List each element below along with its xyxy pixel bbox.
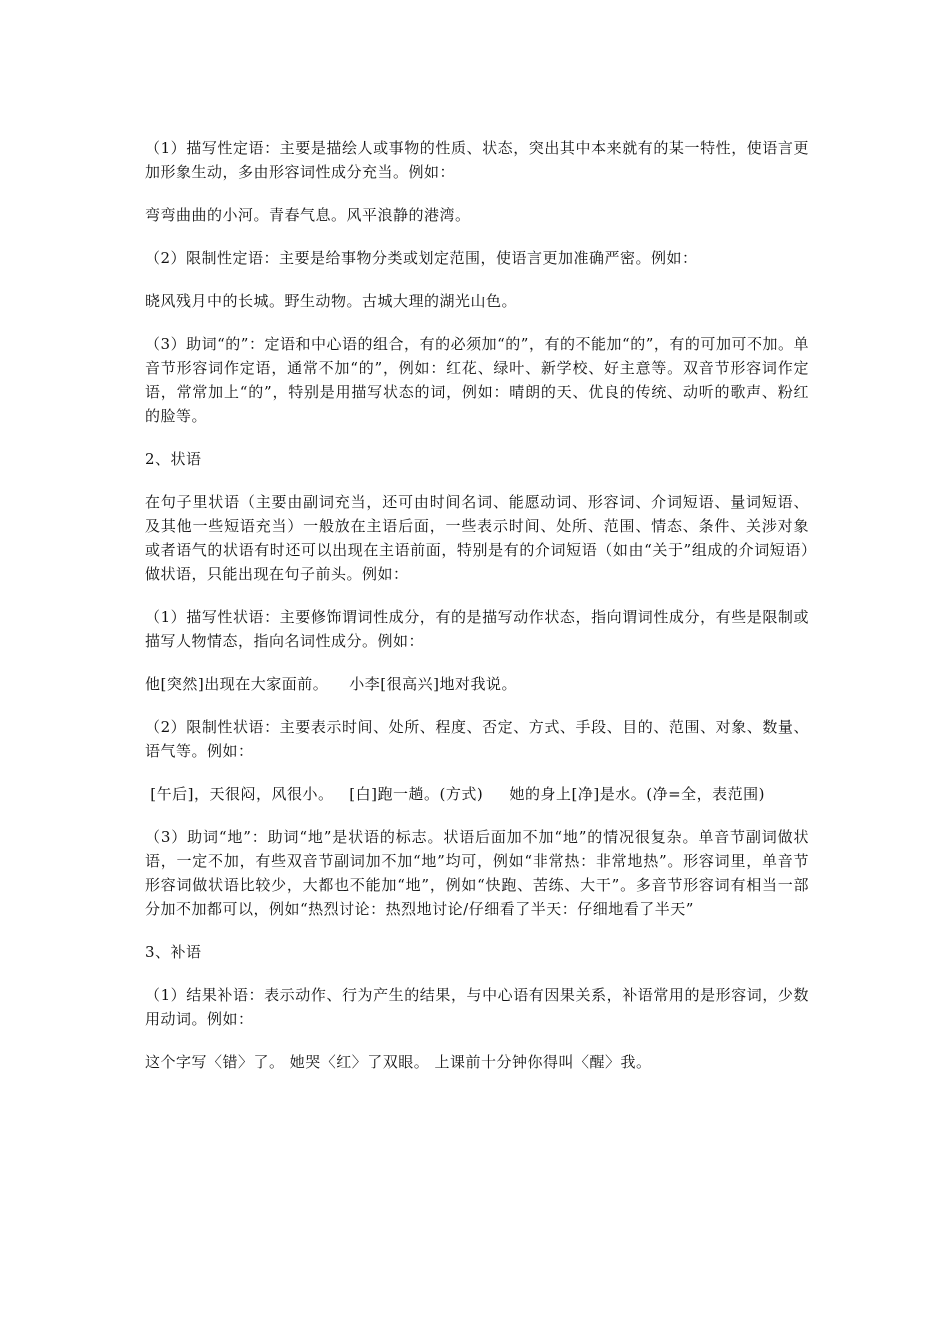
section-heading-complement: 3、补语 xyxy=(145,943,202,961)
paragraph-example-5: 这个字写〈错〉了。 她哭〈红〉了双眼。 上课前十分钟你得叫〈醒〉我。 xyxy=(145,1053,652,1071)
paragraph-particle-de: （3）助词“的”：定语和中心语的组合，有的必须加“的”，有的不能加“的”，有的可加可不加。单音节形容词作定语，通常不加“的”，例如：红花、绿叶、新学校、好主意等。双音节形容词作定语，常常加上“的”，特别是用描写状态的词，例如：晴朗的天、优良的传统、动听的歌声、粉红的脸等。 xyxy=(145,335,809,425)
paragraph-example-4: [午后]，天很闷，风很小。 [白]跑一趟。(方式) 她的身上[净]是水。(净=全，表范围) xyxy=(145,785,766,803)
paragraph-result-complement: （1）结果补语：表示动作、行为产生的结果，与中心语有因果关系，补语常用的是形容词，少数用动词。例如： xyxy=(145,986,809,1028)
paragraph-example-3: 他[突然]出现在大家面前。 小李[很高兴]地对我说。 xyxy=(145,675,517,693)
paragraph-restrictive-attributive: （2）限制性定语：主要是给事物分类或划定范围，使语言更加准确严密。例如： xyxy=(145,249,698,267)
paragraph-restrictive-adverbial: （2）限制性状语：主要表示时间、处所、程度、否定、方式、手段、目的、范围、对象、数量、语气等。例如： xyxy=(145,718,809,760)
paragraph-descriptive-attributive: （1）描写性定语：主要是描绘人或事物的性质、状态，突出其中本来就有的某一特性，使语言更加形象生动，多由形容词性成分充当。例如： xyxy=(145,139,809,181)
document-body xyxy=(145,136,809,1093)
paragraph-particle-di: （3）助词“地”：助词“地”是状语的标志。状语后面加不加“地”的情况很复杂。单音节副词做状语，一定不加，有些双音节副词加不加“地”均可，例如“非常热：非常地热”。形容词里，单音节形容词做状语比较少，大都也不能加“地”，例如“快跑、苦练、大干”。多音节形容词有相当一部分加不加都可以，例如“热烈讨论：热烈地讨论/仔细看了半天：仔细地看了半天” xyxy=(145,828,809,918)
section-heading-adverbial: 2、状语 xyxy=(145,450,202,468)
paragraph-adverbial-intro: 在句子里状语（主要由副词充当，还可由时间名词、能愿动词、形容词、介词短语、量词短语、及其他一些短语充当）一般放在主语后面，一些表示时间、处所、范围、情态、条件、关涉对象或者语气的状语有时还可以出现在主语前面，特别是有的介词短语（如由“关于”组成的介词短语）做状语，只能出现在句子前头。例如： xyxy=(145,493,809,583)
paragraph-descriptive-adverbial: （1）描写性状语：主要修饰谓词性成分，有的是描写动作状态，指向谓词性成分，有些是限制或描写人物情态，指向名词性成分。例如： xyxy=(145,608,809,650)
paragraph-example-2: 晓风残月中的长城。野生动物。古城大理的湖光山色。 xyxy=(145,292,518,310)
paragraph-example-1: 弯弯曲曲的小河。青春气息。风平浪静的港湾。 xyxy=(145,206,471,224)
